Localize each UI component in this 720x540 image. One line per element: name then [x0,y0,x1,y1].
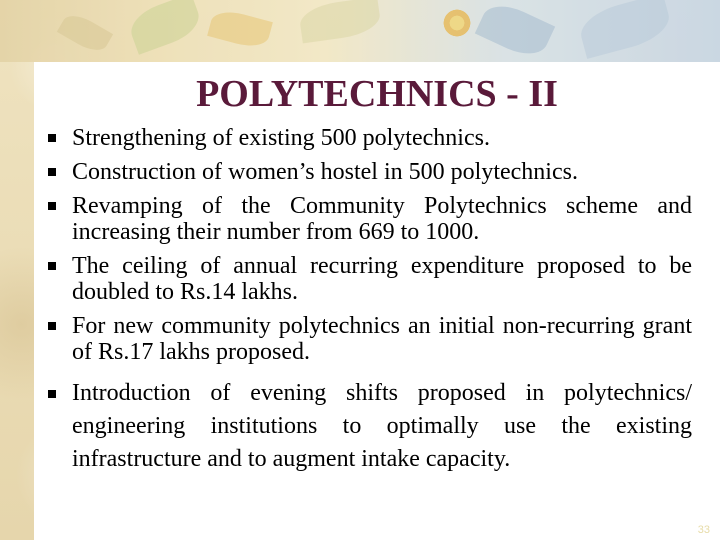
bullet-item [56,313,692,365]
page-number: 33 [697,524,710,536]
leaf-icon [475,0,555,63]
bullet-item [56,193,692,245]
bullet-item [56,253,692,305]
bullet-text: Construction of women’s hostel in 500 polytechnics. [72,159,578,185]
bullet-text: For new community polytechnics an initial non-recurring grant of Rs.17 lakhs proposed. [72,313,692,365]
bullet-text: Revamping of the Community Polytechnics scheme and increasing their number from 669 to 1000. [72,193,692,245]
leaf-icon [298,0,382,43]
square-bullet-icon [48,168,56,176]
leaf-icon [125,0,204,55]
leaf-icon [576,0,674,59]
bullet-text: The ceiling of annual recurring expenditure proposed to be doubled to Rs.14 lakhs. [72,253,692,305]
bullet-list [56,125,692,476]
bullet-item [56,377,692,476]
flower-icon [440,6,474,40]
leaf-icon [207,7,273,52]
bullet-text: Strengthening of existing 500 polytechnics. [72,125,490,151]
slide-title: POLYTECHNICS - II [196,73,558,115]
square-bullet-icon [48,202,56,210]
bullet-item [56,125,692,151]
square-bullet-icon [48,322,56,330]
leaf-icon [57,9,113,57]
square-bullet-icon [48,262,56,270]
bullet-item [56,159,692,185]
bullet-text: Introduction of evening shifts proposed in polytechnics/ engineering institutions to optimally use the existing infrastructure and to augment intake capacity. [72,380,692,472]
square-bullet-icon [48,390,56,398]
square-bullet-icon [48,134,56,142]
decorative-banner [0,0,720,62]
